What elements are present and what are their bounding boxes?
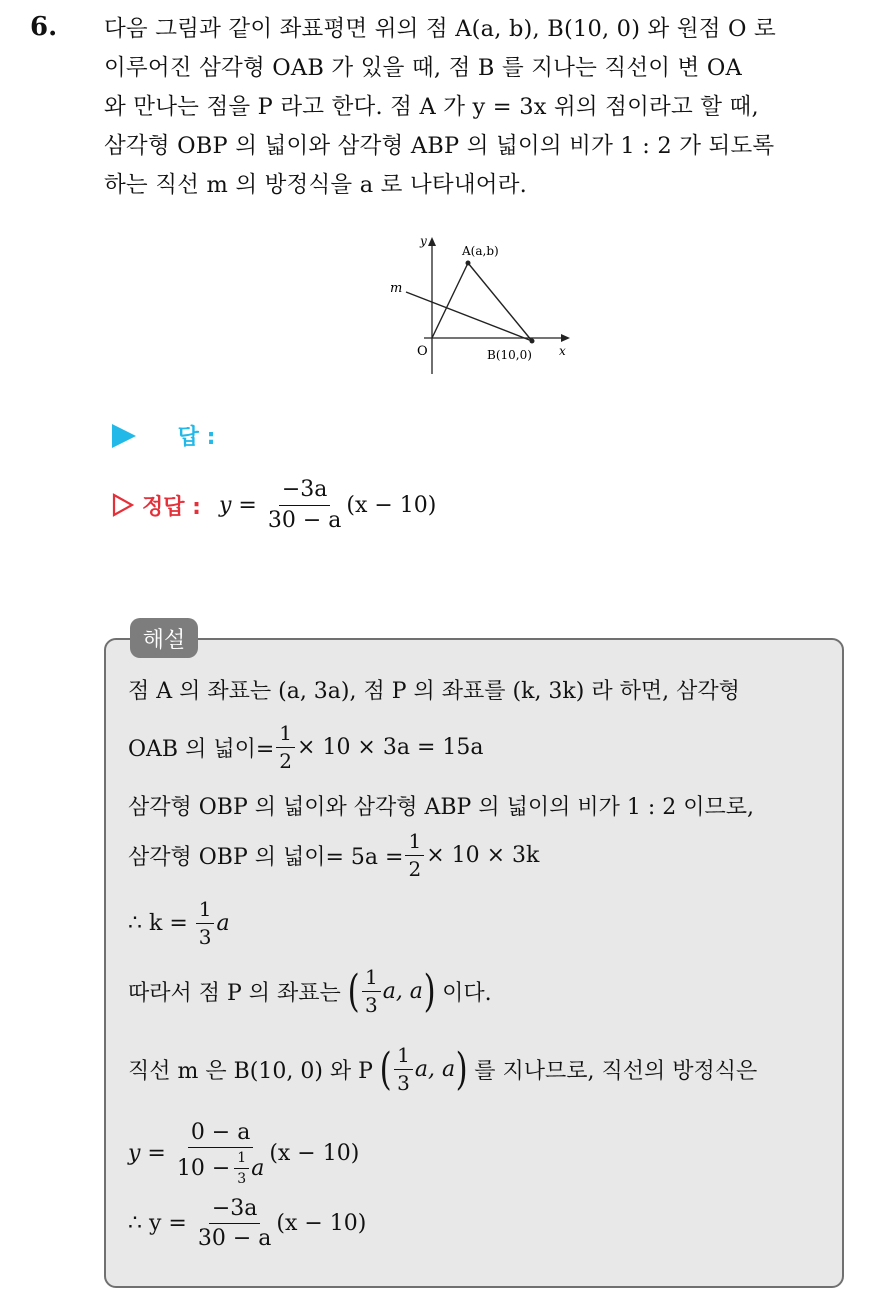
solution-text: 삼각형 OBP 의 넓이와 삼각형 ABP 의 넓이의 비가 1 : 2 이므로, xyxy=(128,795,754,820)
fraction-denominator: 30 − a xyxy=(267,507,342,533)
third-fraction xyxy=(234,1150,249,1187)
paren-close: ) xyxy=(423,965,436,1017)
fraction-numerator: 1 xyxy=(362,966,381,992)
coordinate-figure xyxy=(384,228,584,378)
correct-answer-label: 정답 : xyxy=(142,494,201,520)
fraction-denominator xyxy=(174,1148,267,1187)
solution-line-3 xyxy=(128,790,754,821)
answer-fraction xyxy=(195,1196,275,1252)
solution-text: ∴ k = xyxy=(128,911,188,936)
paren-close: ) xyxy=(455,1043,468,1095)
half-fraction xyxy=(405,830,424,881)
fraction-denominator: 2 xyxy=(408,857,422,881)
problem-line: 하는 직선 m 의 방정식을 a 로 나타내어라. xyxy=(104,172,527,198)
paren-open: ( xyxy=(379,1043,392,1095)
segment-oa xyxy=(432,263,468,338)
label-x: x xyxy=(559,344,566,358)
solution-text: 점 A 의 좌표는 (a, 3a), 점 P 의 좌표를 (k, 3k) 라 하면, 삼각형 xyxy=(128,679,740,704)
label-b: B(10,0) xyxy=(487,348,532,362)
solution-text: OAB 의 넓이= xyxy=(128,737,275,762)
formula-lhs: ∴ y = xyxy=(128,1211,187,1237)
solution-line-9 xyxy=(128,1196,366,1252)
solution-text: 직선 m 은 B(10, 0) 와 P xyxy=(128,1059,373,1084)
formula-tail: (x − 10) xyxy=(276,1211,367,1237)
fraction-numerator: 1 xyxy=(394,1044,413,1070)
label-o: O xyxy=(417,344,428,359)
problem-text xyxy=(104,10,864,205)
answer-label: 답 : xyxy=(177,425,216,450)
fraction-denominator: 3 xyxy=(237,1171,247,1188)
fraction-numerator: −3a xyxy=(209,1196,261,1224)
label-m: m xyxy=(390,281,403,296)
line-m xyxy=(406,292,532,341)
solution-line-6 xyxy=(128,966,492,1017)
solution-line-1 xyxy=(128,674,740,705)
half-fraction xyxy=(276,722,295,773)
solution-text: × 10 × 3k xyxy=(426,843,540,868)
fraction-denominator: 2 xyxy=(279,749,293,773)
solution-text: a xyxy=(216,911,230,936)
correct-answer-row xyxy=(112,470,436,540)
x-axis-arrow xyxy=(561,334,570,342)
fraction-denominator: 3 xyxy=(397,1071,410,1095)
formula-lhs: y = xyxy=(218,492,257,518)
solution-line-8 xyxy=(128,1120,359,1187)
paren-open: ( xyxy=(347,965,360,1017)
answer-triangle-icon xyxy=(112,424,136,448)
outline-triangle-icon xyxy=(112,493,134,517)
solution-line-7 xyxy=(128,1044,757,1095)
fraction-denominator: 3 xyxy=(198,925,212,949)
denominator-text: 10 − xyxy=(176,1156,231,1182)
third-fraction xyxy=(394,1044,413,1095)
fraction-numerator: 1 xyxy=(405,830,424,856)
fraction-denominator: 30 − a xyxy=(197,1226,272,1252)
fraction-numerator: 1 xyxy=(276,722,295,748)
fraction-denominator: 3 xyxy=(364,993,378,1017)
solution-text: 삼각형 OBP 의 넓이= 5a = xyxy=(128,845,404,870)
fraction-numerator: 1 xyxy=(196,898,215,924)
fraction-numerator: 0 − a xyxy=(188,1120,254,1148)
point-a xyxy=(466,261,471,266)
answer-row xyxy=(112,420,215,451)
solution-line-4 xyxy=(128,830,539,881)
third-fraction xyxy=(362,966,381,1017)
solution-text: 따라서 점 P 의 좌표는 xyxy=(128,981,341,1006)
solution-text: 를 지나므로, 직선의 방정식은 xyxy=(474,1059,758,1084)
formula-tail: (x − 10) xyxy=(269,1141,360,1167)
slope-fraction xyxy=(174,1120,267,1187)
fraction-numerator: −3a xyxy=(279,477,331,505)
coordinate-tail: a, a xyxy=(382,979,423,1004)
solution-tag: 해설 xyxy=(130,618,198,658)
solution-text: 이다. xyxy=(442,981,492,1006)
y-axis-arrow xyxy=(428,237,436,246)
formula-fraction xyxy=(265,477,345,533)
correct-answer-formula xyxy=(219,477,436,533)
formula-tail: (x − 10) xyxy=(346,492,437,518)
denominator-text: a xyxy=(251,1156,265,1182)
solution-text: × 10 × 3a = 15a xyxy=(297,735,484,760)
point-b xyxy=(530,339,535,344)
problem-line: 삼각형 OBP 의 넓이와 삼각형 ABP 의 넓이의 비가 1 : 2 가 되도록 xyxy=(104,133,775,159)
problem-line: 이루어진 삼각형 OAB 가 있을 때, 점 B 를 지나는 직선이 변 OA xyxy=(104,55,742,81)
solution-line-2 xyxy=(128,722,484,773)
formula-lhs: y = xyxy=(128,1141,166,1167)
problem-line: 다음 그림과 같이 좌표평면 위의 점 A(a, b), B(10, 0) 와 원점 O 로 xyxy=(104,16,776,42)
label-y: y xyxy=(420,234,427,248)
coordinate-tail: a, a xyxy=(414,1057,456,1082)
problem-number: 6. xyxy=(30,12,58,42)
solution-line-5 xyxy=(128,898,230,949)
problem-line: 와 만나는 점을 P 라고 한다. 점 A 가 y = 3x 위의 점이라고 할 때, xyxy=(104,94,759,120)
third-fraction xyxy=(196,898,215,949)
label-a: A(a,b) xyxy=(462,244,499,258)
fraction-numerator: 1 xyxy=(234,1150,249,1169)
